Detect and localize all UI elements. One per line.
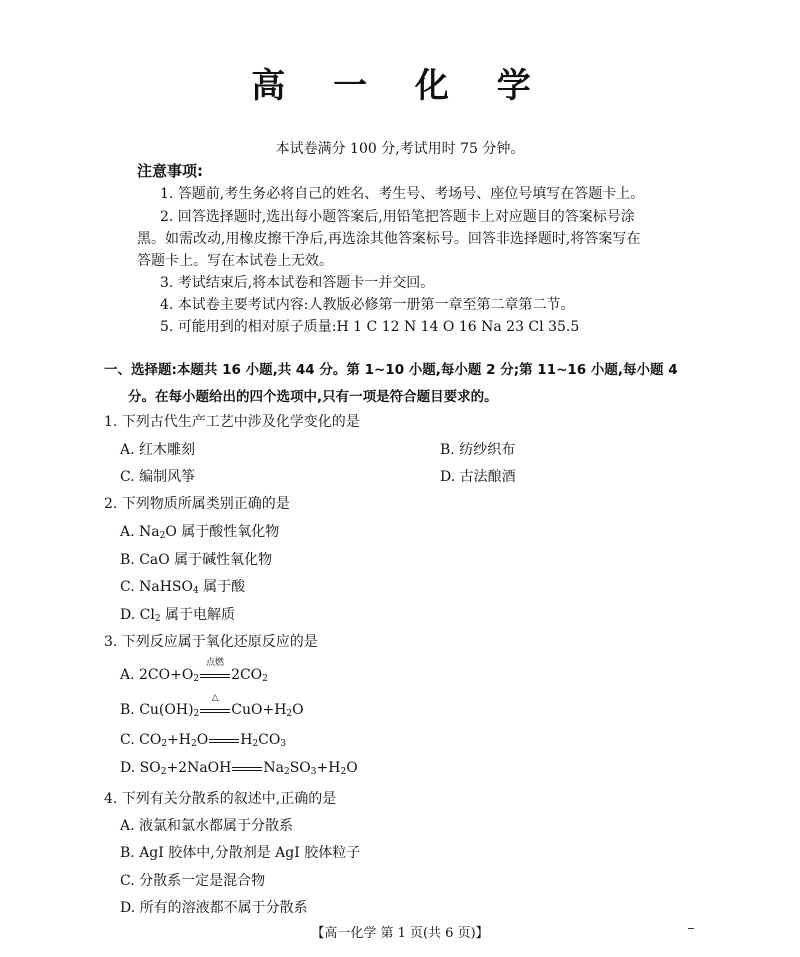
formula-text: B. Cu(OH) — [120, 702, 194, 718]
equals-sign — [232, 761, 262, 775]
question-4-option-d: D. 所有的溶液都不属于分散系 — [120, 900, 308, 916]
question-3-option-c — [120, 732, 286, 749]
formula-text: +H — [316, 760, 341, 776]
question-4-option-a: A. 液氯和氯水都属于分散系 — [120, 818, 294, 834]
formula-text: D. SO — [120, 760, 161, 776]
question-1-stem: 1. 下列古代生产工艺中涉及化学变化的是 — [104, 414, 360, 430]
question-2-option-a — [120, 521, 279, 541]
notice-line-6: 4. 本试卷主要考试内容:人教版必修第一册第一章至第二章第二节。 — [160, 297, 575, 313]
question-4-option-c: C. 分散系一定是混合物 — [120, 873, 266, 889]
subscript: 2 — [160, 767, 167, 777]
option-text: 属于酸 — [198, 579, 246, 595]
formula-text: A. Na — [120, 524, 160, 540]
subscript: 2 — [252, 739, 259, 749]
equals-sign — [200, 658, 230, 682]
subscript: 2 — [193, 674, 200, 684]
question-2-option-b: B. CaO 属于碱性氧化物 — [120, 552, 273, 568]
section-heading-line-2: 分。在每小题给出的四个选项中,只有一项是符合题目要求的。 — [128, 389, 498, 405]
notice-line-1: 1. 答题前,考生务必将自己的姓名、考生号、考场号、座位号填写在答题卡上。 — [160, 186, 645, 202]
section-heading-line-1: 一、选择题:本题共 16 小题,共 44 分。第 1~10 小题,每小题 2 分;第 11~16 小题,每小题 4 — [104, 362, 678, 378]
question-4-option-b: B. AgI 胶体中,分散剂是 AgI 胶体粒子 — [120, 845, 361, 861]
exam-subtitle: 本试卷满分 100 分,考试用时 75 分钟。 — [275, 141, 525, 157]
subscript: 4 — [193, 586, 199, 596]
option-text: 属于电解质 — [160, 607, 236, 623]
formula-text: +2NaOH — [166, 760, 232, 776]
question-2-option-d — [120, 604, 235, 624]
subscript: 2 — [340, 767, 347, 777]
formula-text: O — [292, 702, 304, 718]
formula-text: H — [240, 732, 253, 748]
question-3-option-b — [120, 693, 304, 719]
corner-mark — [688, 928, 694, 929]
notice-line-7: 5. 可能用到的相对原子质量:H 1 C 12 N 14 O 16 Na 23 Cl 35.5 — [160, 319, 580, 335]
equals-sign — [200, 693, 230, 717]
formula-text: O — [346, 760, 358, 776]
formula-text: CuO+H — [231, 702, 287, 718]
formula-text: Na — [263, 760, 284, 776]
formula-text: O — [196, 732, 209, 748]
notice-line-3: 黑。如需改动,用橡皮擦干净后,再选涂其他答案标号。回答非选择题时,将答案写在 — [137, 231, 641, 247]
subscript: 2 — [161, 739, 168, 749]
subscript: 2 — [154, 614, 161, 624]
formula-text: +H — [167, 732, 191, 748]
equals-sign — [209, 733, 239, 747]
question-3-option-d — [120, 760, 358, 777]
page-title: 高 一 化 学 — [251, 66, 549, 106]
question-1-option-a: A. 红木雕刻 — [120, 442, 196, 458]
question-1-option-b: B. 纺纱织布 — [440, 442, 516, 458]
subscript: 2 — [283, 767, 290, 777]
subscript: 2 — [191, 739, 197, 749]
question-2-stem: 2. 下列物质所属类别正确的是 — [104, 496, 290, 512]
subscript: 3 — [310, 767, 317, 777]
question-4-stem: 4. 下列有关分散系的叙述中,正确的是 — [104, 791, 337, 807]
subscript: 2 — [262, 674, 268, 684]
formula-text: SO — [289, 760, 311, 776]
reaction-condition: △ — [211, 693, 219, 703]
formula-text: C. CO — [120, 732, 162, 748]
formula-text: A. 2CO+O — [120, 667, 194, 683]
subscript: 2 — [286, 709, 293, 719]
formula-text: 2CO — [231, 667, 263, 683]
subscript: 2 — [193, 709, 200, 719]
subscript: 3 — [280, 739, 287, 749]
notice-heading: 注意事项: — [137, 162, 203, 180]
subscript: 2 — [159, 531, 166, 541]
question-3-stem: 3. 下列反应属于氧化还原反应的是 — [104, 634, 318, 650]
formula-text: C. NaHSO — [120, 579, 193, 595]
notice-line-4: 答题卡上。写在本试卷上无效。 — [137, 253, 333, 269]
formula-text: CO — [258, 732, 281, 748]
question-1-option-c: C. 编制风筝 — [120, 469, 196, 485]
notice-line-5: 3. 考试结束后,将本试卷和答题卡一并交回。 — [160, 275, 435, 291]
question-3-option-a — [120, 658, 268, 684]
reaction-condition: 点燃 — [206, 658, 225, 668]
page-footer: 【高一化学 第 1 页(共 6 页)】 — [311, 926, 489, 941]
notice-line-2: 2. 回答选择题时,选出每小题答案后,用铅笔把答题卡上对应题目的答案标号涂 — [160, 209, 635, 225]
question-1-option-d: D. 古法酿酒 — [440, 469, 516, 485]
question-2-option-c — [120, 576, 245, 596]
formula-text: D. Cl — [120, 607, 155, 623]
option-text: O 属于酸性氧化物 — [165, 524, 280, 540]
